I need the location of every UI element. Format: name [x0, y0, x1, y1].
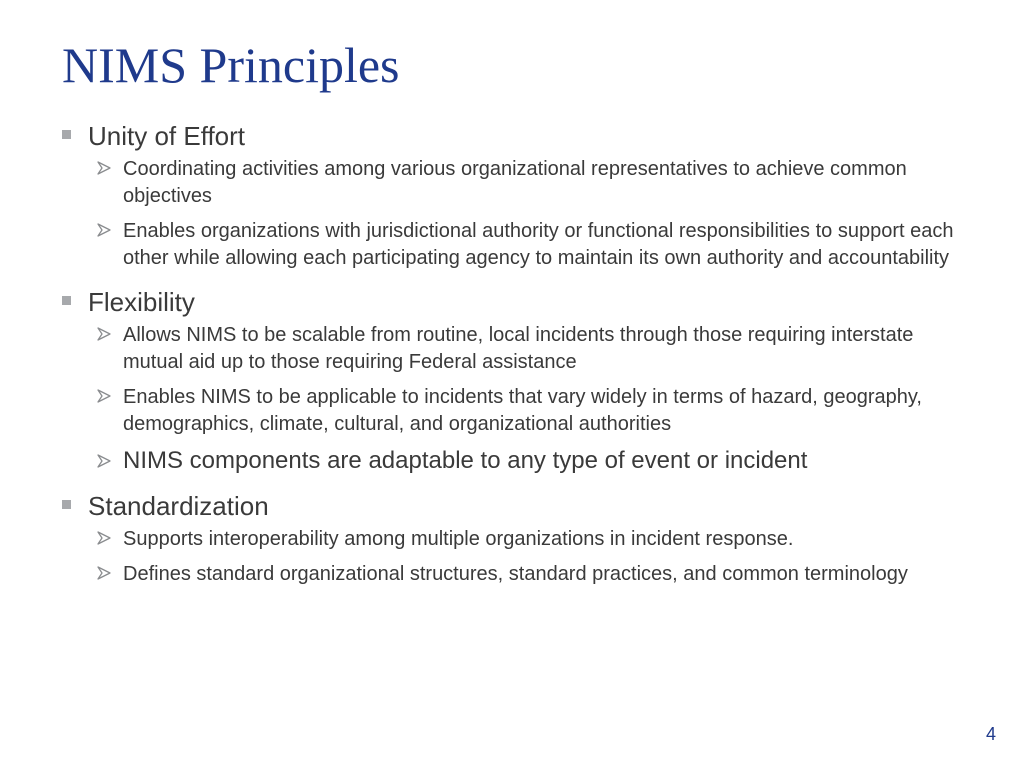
- square-bullet-icon: [62, 296, 71, 305]
- arrowhead-bullet-icon: [97, 566, 111, 580]
- bullet-level1: [62, 120, 962, 152]
- arrowhead-bullet-icon: [97, 327, 111, 341]
- list-item-text: Enables NIMS to be applicable to incidents that vary widely in terms of hazard, geography, demographics, climate, cultural, and organizational authorities: [123, 386, 922, 435]
- list-item: [97, 384, 962, 438]
- arrowhead-bullet-icon: [97, 389, 111, 403]
- section-flexibility: [62, 286, 962, 476]
- page-title: NIMS Principles: [62, 37, 400, 93]
- section-heading: Standardization: [88, 491, 269, 521]
- arrowhead-bullet-icon: [97, 454, 111, 468]
- square-bullet-icon: [62, 130, 71, 139]
- list-item-text: Defines standard organizational structures, standard practices, and common terminology: [123, 563, 908, 585]
- section-unity-of-effort: [62, 120, 962, 272]
- arrowhead-bullet-icon: [97, 161, 111, 175]
- list-item-text: Coordinating activities among various organizational representatives to achieve common objectives: [123, 158, 907, 207]
- arrowhead-bullet-icon: [97, 531, 111, 545]
- list-item-text: Enables organizations with jurisdictional authority or functional responsibilities to support each other while allowing each participating agency to maintain its own authority and accountability: [123, 220, 954, 269]
- bullet-level1: [62, 286, 962, 318]
- section-heading: Unity of Effort: [88, 121, 246, 151]
- list-item: [97, 561, 962, 588]
- section-heading: Flexibility: [88, 287, 195, 317]
- list-item: [97, 322, 962, 376]
- list-item-text: NIMS components are adaptable to any type of event or incident: [123, 447, 808, 474]
- bullet-list: [62, 120, 962, 602]
- section-standardization: [62, 490, 962, 588]
- list-item-text: Allows NIMS to be scalable from routine, local incidents through those requiring interstate mutual aid up to those requiring Federal assistance: [123, 324, 914, 373]
- list-item-text: Supports interoperability among multiple organizations in incident response.: [123, 528, 794, 550]
- page-number: 4: [985, 724, 996, 744]
- bullet-level1: [62, 490, 962, 522]
- square-bullet-icon: [62, 500, 71, 509]
- list-item: [97, 218, 962, 272]
- list-item: [97, 446, 962, 476]
- list-item: [97, 156, 962, 210]
- list-item: [97, 526, 962, 553]
- arrowhead-bullet-icon: [97, 223, 111, 237]
